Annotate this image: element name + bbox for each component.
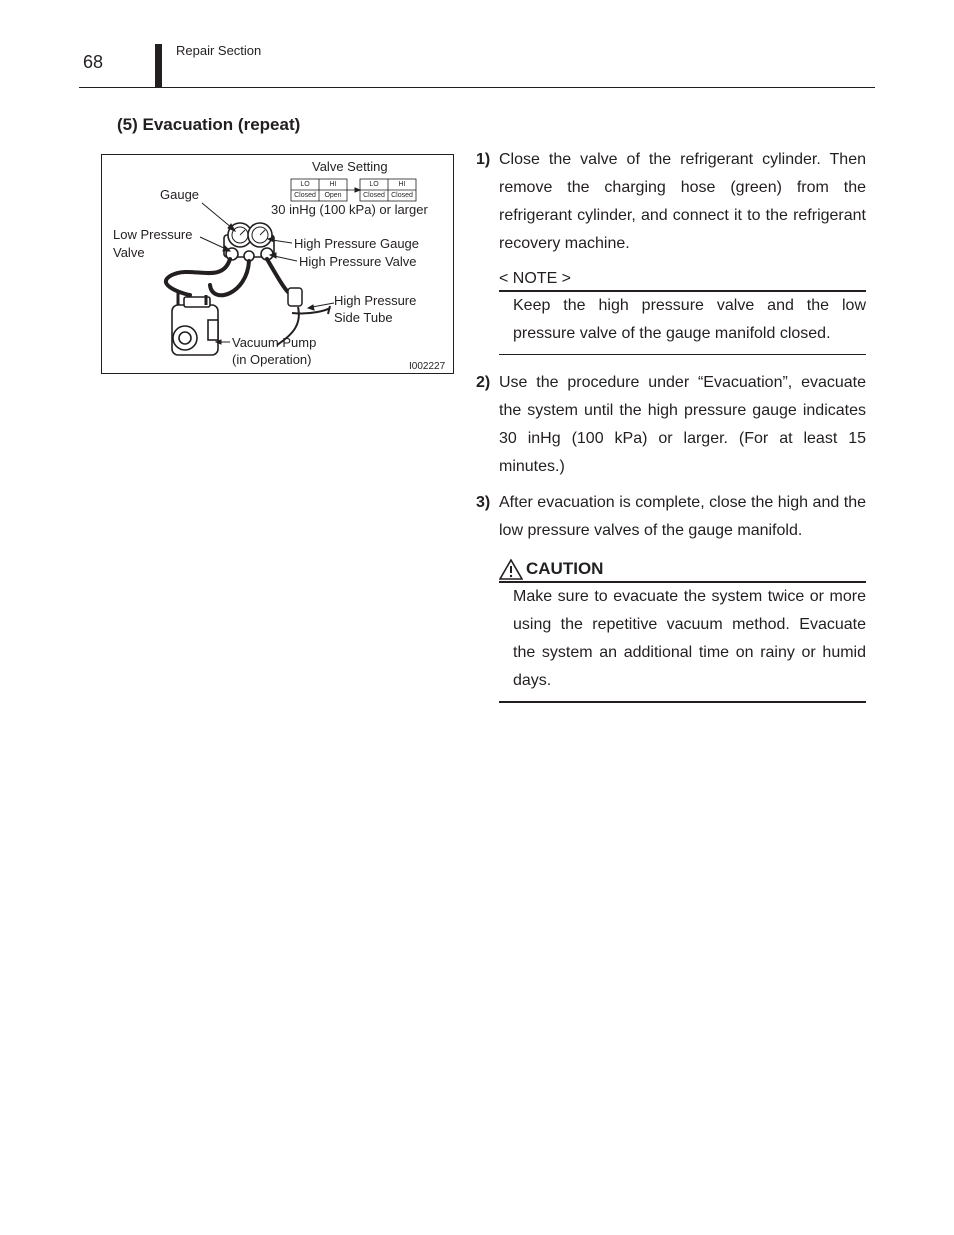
step-3 bbox=[476, 489, 866, 545]
low-pressure-valve-label-2: Valve bbox=[113, 245, 145, 260]
header-rule bbox=[79, 87, 875, 88]
vacuum-pump-icon bbox=[172, 293, 218, 355]
note-text: Keep the high pressure valve and the low pressure valve of the gauge manifold closed. bbox=[513, 297, 866, 342]
leader-lines bbox=[200, 203, 334, 344]
note-box bbox=[499, 290, 866, 355]
caution-heading bbox=[499, 557, 866, 581]
table-after-lo: LO bbox=[369, 181, 379, 188]
low-pressure-valve-label-1: Low Pressure bbox=[113, 227, 193, 242]
step-number: 2) bbox=[476, 374, 491, 391]
high-pressure-gauge-label: High Pressure Gauge bbox=[294, 236, 420, 251]
table-arrow-icon bbox=[347, 188, 360, 192]
table-after-lo-state: Closed bbox=[363, 192, 385, 199]
page-number: 68 bbox=[83, 52, 104, 72]
evacuation-figure bbox=[101, 154, 454, 374]
step-text: Close the valve of the refrigerant cylinder. Then remove the charging hose (green) from the refrigerant cylinder, and connect it to the refrigerant recovery machine. bbox=[499, 151, 866, 252]
high-pressure-valve-label: High Pressure Valve bbox=[299, 254, 417, 269]
valve-setting-title: Valve Setting bbox=[312, 159, 388, 174]
caution-title: CAUTION bbox=[526, 559, 604, 578]
step-number: 3) bbox=[476, 494, 491, 511]
step-number: 1) bbox=[476, 151, 491, 168]
high-pressure-side-tube-label-1: High Pressure bbox=[334, 293, 417, 308]
header-bar bbox=[155, 44, 162, 87]
step-2 bbox=[476, 369, 866, 481]
procedure-column bbox=[476, 146, 866, 703]
table-before-lo-state: Closed bbox=[294, 192, 316, 199]
step-text: After evacuation is complete, close the high and the low pressure valves of the gauge manifold. bbox=[499, 494, 866, 539]
coupler-icon bbox=[288, 288, 302, 306]
note-title: < NOTE > bbox=[499, 270, 572, 287]
section-title: (5) Evacuation (repeat) bbox=[117, 115, 301, 134]
caution-text: Make sure to evacuate the system twice or more using the repetitive vacuum method. Evacuate the system an additional time on rainy or humid days. bbox=[513, 588, 866, 689]
gauge-label: Gauge bbox=[160, 187, 200, 202]
table-after-hi-state: Closed bbox=[391, 192, 413, 199]
caution-box bbox=[499, 581, 866, 703]
high-pressure-side-tube-label-2: Side Tube bbox=[334, 310, 393, 325]
vacuum-pump-label-1: Vacuum Pump bbox=[232, 335, 317, 350]
table-after-hi: HI bbox=[398, 181, 406, 188]
header-section-title: Repair Section bbox=[176, 43, 262, 58]
figure-code: I002227 bbox=[409, 361, 446, 372]
table-before-hi: HI bbox=[329, 181, 337, 188]
step-1 bbox=[476, 146, 866, 258]
condition-label: 30 inHg (100 kPa) or larger bbox=[271, 202, 428, 217]
warning-icon bbox=[499, 559, 523, 580]
hoses bbox=[166, 259, 292, 295]
vacuum-pump-label-2: (in Operation) bbox=[232, 352, 312, 367]
step-text: Use the procedure under “Evacuation”, evacuate the system until the high pressure gauge indicates 30 inHg (100 kPa) or larger. (For at least 15 minutes.) bbox=[499, 374, 866, 475]
table-before-hi-state: Open bbox=[324, 192, 342, 199]
table-before-lo: LO bbox=[300, 181, 310, 188]
